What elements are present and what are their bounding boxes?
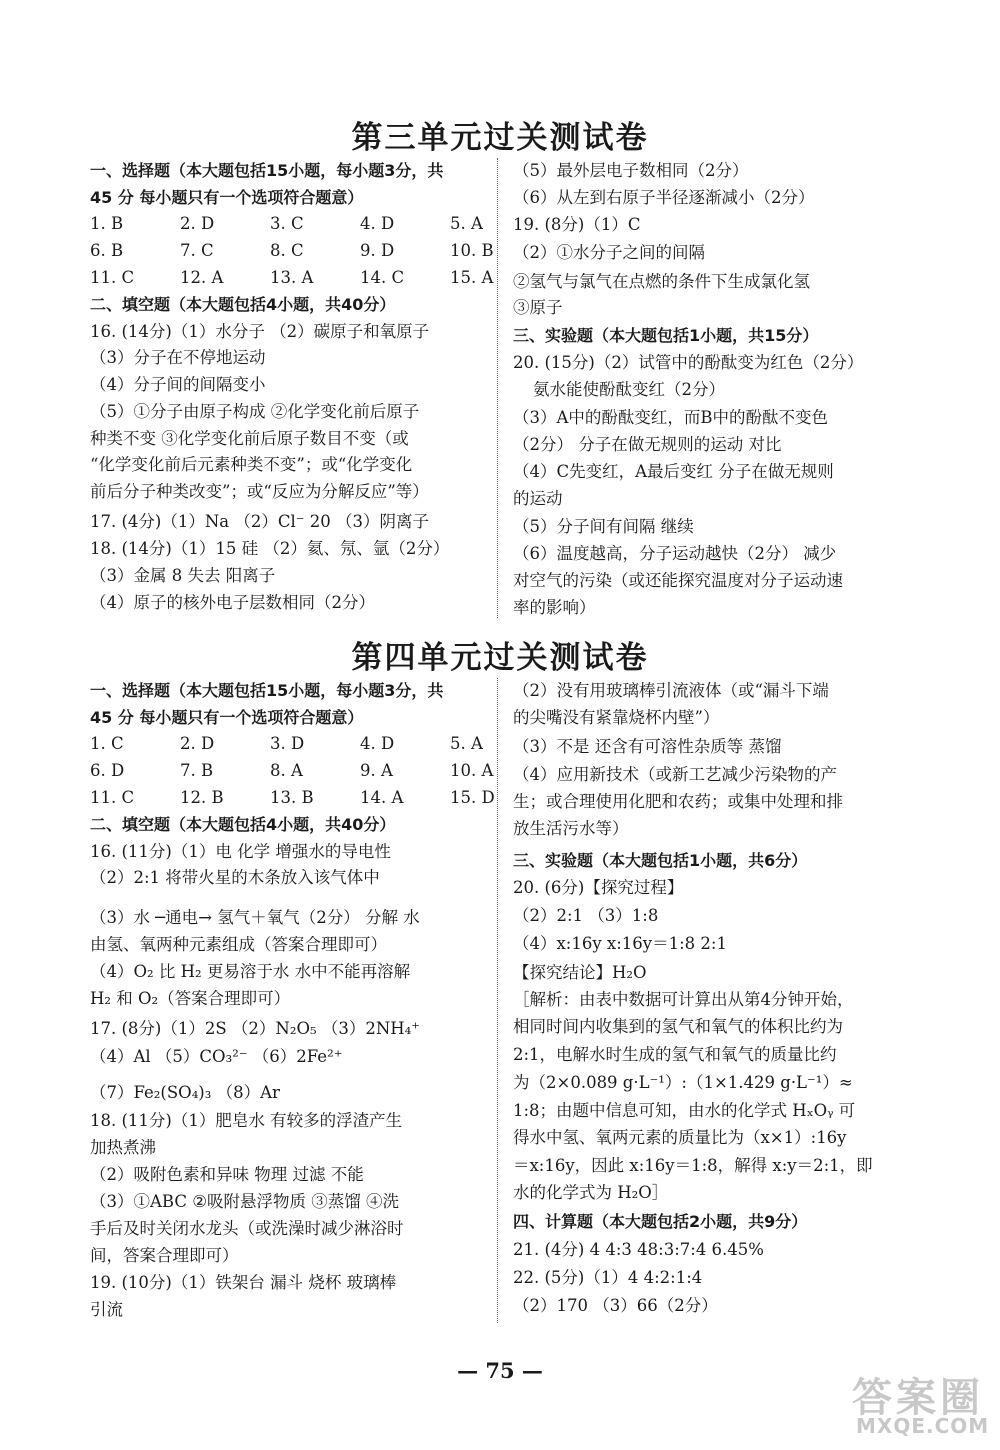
choice-answer: 2. D bbox=[180, 734, 215, 753]
unit3-section-choice: 一、选择题（本大题包括15小题，每小题3分，共 bbox=[90, 161, 444, 180]
unit3-answer-line: （4）C先变红，A最后变红 分子在做无规则 bbox=[513, 462, 834, 481]
unit3-choice-row bbox=[90, 238, 540, 264]
unit3-answer-line: （4）分子间的间隔变小 bbox=[90, 375, 266, 394]
choice-answer: 7. C bbox=[180, 241, 214, 260]
choice-answer: 5. A bbox=[450, 734, 483, 753]
unit3-answer-line: （6）温度越高，分子运动越快（2分） 减少 bbox=[513, 544, 837, 563]
unit4-answer-line: （4）应用新技术（或新工艺减少污染物的产 bbox=[513, 765, 837, 784]
unit4-answer-line: 1:8；由题中信息可知，由水的化学式 HₓOᵧ 可 bbox=[513, 1101, 856, 1120]
unit4-answer-line: 19. (10分)（1）铁架台 漏斗 烧杯 玻璃棒 bbox=[90, 1273, 397, 1292]
unit3-answer-line: 对空气的污染（或还能探究温度对分子运动速 bbox=[513, 571, 843, 590]
unit3-answer-line: （4）原子的核外电子层数相同（2分） bbox=[90, 593, 375, 612]
unit4-answer-line: 21. (4分) 4 4:3 48:3:7:4 6.45% bbox=[513, 1240, 764, 1259]
watermark-sub: MXQE.COM bbox=[856, 1414, 990, 1438]
choice-answer: 3. C bbox=[270, 214, 304, 233]
unit4-answer-line: 18. (11分)（1）肥皂水 有较多的浮渣产生 bbox=[90, 1111, 403, 1130]
choice-answer: 12. B bbox=[180, 788, 224, 807]
unit3-title: 第三单元过关测试卷 bbox=[351, 120, 649, 156]
unit3-answer-line: 17. (4分)（1）Na （2）Cl⁻ 20 （3）阴离子 bbox=[90, 512, 429, 531]
unit3-answer-line: （3）分子在不停地运动 bbox=[90, 348, 266, 367]
unit3-answer-line: （3）A中的酚酞变红，而B中的酚酞不变色 bbox=[513, 408, 829, 427]
choice-answer: 4. D bbox=[360, 214, 395, 233]
unit3-answer-line: 前后分子种类改变”；或“反应为分解反应”等） bbox=[90, 482, 429, 501]
choice-answer: 9. A bbox=[360, 761, 393, 780]
unit4-section-choice: 一、选择题（本大题包括15小题，每小题3分，共 bbox=[90, 681, 444, 700]
unit3-answer-line: （3）金属 8 失去 阳离子 bbox=[90, 566, 276, 585]
unit4-answer-line: 由氢、氧两种元素组成（答案合理即可） bbox=[90, 935, 387, 954]
choice-answer: 9. D bbox=[360, 241, 395, 260]
unit4-answer-line: （3）水 ─通电→ 氢气＋氧气（2分） 分解 水 bbox=[90, 908, 420, 927]
choice-answer: 10. B bbox=[450, 241, 494, 260]
choice-answer: 15. D bbox=[450, 788, 495, 807]
unit4-answer-line: 得水中氢、氧两元素的质量比为（x×1）:16y bbox=[513, 1128, 847, 1147]
unit3-choice-row bbox=[90, 265, 540, 291]
unit3-answer-line: （6）从左到右原子半径逐渐减小（2分） bbox=[513, 188, 815, 207]
choice-answer: 11. C bbox=[90, 268, 135, 287]
unit4-answer-line: 相同时间内收集到的氢气和氧气的体积比约为 bbox=[513, 1017, 843, 1036]
unit3-answer-line: （2）①水分子之间的间隔 bbox=[513, 243, 705, 262]
unit3-answer-line: （5）最外层电子数相同（2分） bbox=[513, 161, 749, 180]
unit4-answer-line: （2）2:1 将带火星的木条放入该气体中 bbox=[90, 868, 380, 887]
unit4-column-divider bbox=[497, 678, 498, 1323]
choice-answer: 1. C bbox=[90, 734, 124, 753]
choice-answer: 6. B bbox=[90, 241, 124, 260]
choice-answer: 13. A bbox=[270, 268, 314, 287]
choice-answer: 10. A bbox=[450, 761, 494, 780]
unit4-answer-line: （2）吸附色素和异味 物理 过滤 不能 bbox=[90, 1165, 364, 1184]
unit3-answer-line: （5）①分子由原子构成 ②化学变化前后原子 bbox=[90, 402, 420, 421]
unit4-answer-line: 为（2×0.089 g·L⁻¹）:（1×1.429 g·L⁻¹）≈ bbox=[513, 1073, 853, 1092]
unit4-answer-line: 22. (5分)（1）4 4:2:1:4 bbox=[513, 1268, 703, 1287]
unit3-answer-line: 16. (14分)（1）水分子 （2）碳原子和氧原子 bbox=[90, 322, 430, 341]
unit3-answer-line: 19. (8分)（1）C bbox=[513, 215, 641, 234]
choice-answer: 14. A bbox=[360, 788, 404, 807]
unit4-answer-line: （2）没有用玻璃棒引流液体（或“漏斗下端 bbox=[513, 681, 829, 700]
unit3-choice-row bbox=[90, 211, 540, 237]
unit4-answer-line: （3）不是 还含有可溶性杂质等 蒸馏 bbox=[513, 737, 782, 756]
unit4-answer-line: 16. (11分)（1）电 化学 增强水的导电性 bbox=[90, 842, 391, 861]
unit3-section-choice-note: 45 分 每小题只有一个选项符合题意） bbox=[90, 188, 364, 207]
unit3-answer-line: 氨水能使酚酞变红（2分） bbox=[533, 380, 725, 399]
unit4-answer-line: 【探究结论】H₂O bbox=[513, 963, 647, 982]
unit4-choice-row bbox=[90, 758, 540, 784]
unit4-answer-line: 17. (8分)（1）2S （2）N₂O₅ （3）2NH₄⁺ bbox=[90, 1019, 420, 1038]
choice-answer: 7. B bbox=[180, 761, 214, 780]
unit3-section-fill: 二、填空题（本大题包括4小题，共40分） bbox=[90, 295, 396, 314]
unit3-answer-line: 的运动 bbox=[513, 489, 563, 508]
unit4-choice-row bbox=[90, 785, 540, 811]
unit4-answer-line: 的尖嘴没有紧靠烧杯内壁”） bbox=[513, 708, 720, 727]
unit3-section-experiment: 三、实验题（本大题包括1小题，共15分） bbox=[513, 326, 819, 345]
unit4-answer-line: 水的化学式为 H₂O］ bbox=[513, 1183, 669, 1202]
unit4-answer-line: 手后及时关闭水龙头（或洗澡时减少淋浴时 bbox=[90, 1219, 404, 1238]
unit4-answer-line: ［解析：由表中数据可计算出从第4分钟开始， bbox=[513, 990, 854, 1009]
unit3-answer-line: 种类不变 ③化学变化前后原子数目不变（或 bbox=[90, 429, 409, 448]
unit4-answer-line: 2:1，电解水时生成的氢气和氧气的质量比约 bbox=[513, 1045, 837, 1064]
choice-answer: 14. C bbox=[360, 268, 405, 287]
unit4-section-fill: 二、填空题（本大题包括4小题，共40分） bbox=[90, 815, 396, 834]
choice-answer: 6. D bbox=[90, 761, 125, 780]
choice-answer: 3. D bbox=[270, 734, 305, 753]
unit3-answer-line: （5）分子间有间隔 继续 bbox=[513, 517, 694, 536]
unit4-answer-line: 加热煮沸 bbox=[90, 1138, 156, 1157]
unit4-answer-line: （2）2:1 （3）1:8 bbox=[513, 906, 659, 925]
unit3-answer-line: 率的影响） bbox=[513, 598, 596, 617]
choice-answer: 1. B bbox=[90, 214, 124, 233]
watermark-main: 答案圈 bbox=[852, 1375, 984, 1421]
unit3-answer-line: “化学变化前后元素种类不变”；或“化学变化 bbox=[90, 455, 413, 474]
unit3-answer-line: 20. (15分)（2）试管中的酚酞变为红色（2分） bbox=[513, 353, 864, 372]
unit4-section-choice-note: 45 分 每小题只有一个选项符合题意） bbox=[90, 708, 364, 727]
unit4-answer-line: （4）x:16y x:16y＝1:8 2:1 bbox=[513, 934, 727, 953]
unit4-answer-line: 引流 bbox=[90, 1300, 123, 1319]
unit4-answer-line: H₂ 和 O₂（答案合理即可） bbox=[90, 989, 291, 1008]
unit4-answer-line: 20. (6分)【探究过程】 bbox=[513, 878, 684, 897]
unit4-section-calc: 四、计算题（本大题包括2小题，共9分） bbox=[513, 1212, 808, 1231]
choice-answer: 13. B bbox=[270, 788, 314, 807]
unit4-choice-row bbox=[90, 731, 540, 757]
unit4-answer-line: 生；或合理使用化肥和农药；或集中处理和排 bbox=[513, 792, 843, 811]
choice-answer: 8. C bbox=[270, 241, 304, 260]
unit3-answer-line: ②氢气与氯气在点燃的条件下生成氯化氢 bbox=[513, 272, 810, 291]
unit4-answer-line: （4）O₂ 比 H₂ 更易溶于水 水中不能再溶解 bbox=[90, 962, 411, 981]
unit4-title: 第四单元过关测试卷 bbox=[351, 640, 649, 676]
choice-answer: 12. A bbox=[180, 268, 224, 287]
choice-answer: 8. A bbox=[270, 761, 303, 780]
unit3-answer-line: ③原子 bbox=[513, 298, 563, 317]
unit3-column-divider bbox=[497, 158, 498, 618]
watermark-logo bbox=[848, 1366, 988, 1444]
choice-answer: 11. C bbox=[90, 788, 135, 807]
unit4-answer-line: 间，答案合理即可） bbox=[90, 1246, 239, 1265]
unit3-answer-line: （2分） 分子在做无规则的运动 对比 bbox=[513, 435, 782, 454]
unit4-answer-line: （3）①ABC ②吸附悬浮物质 ③蒸馏 ④洗 bbox=[90, 1192, 399, 1211]
choice-answer: 4. D bbox=[360, 734, 395, 753]
choice-answer: 15. A bbox=[450, 268, 494, 287]
unit3-answer-line: 18. (14分)（1）15 硅 （2）氦、氖、氩（2分） bbox=[90, 539, 450, 558]
unit4-section-experiment: 三、实验题（本大题包括1小题，共6分） bbox=[513, 851, 808, 870]
choice-answer: 5. A bbox=[450, 214, 483, 233]
page-number: — 75 — bbox=[457, 1358, 543, 1383]
unit4-answer-line: （2）170 （3）66（2分） bbox=[513, 1296, 718, 1315]
unit4-answer-line: 放生活污水等） bbox=[513, 819, 629, 838]
unit4-answer-line: （4）Al （5）CO₃²⁻ （6）2Fe²⁺ bbox=[90, 1047, 343, 1066]
unit4-answer-line: ＝x:16y，因此 x:16y＝1:8，解得 x:y＝2:1，即 bbox=[513, 1156, 873, 1175]
choice-answer: 2. D bbox=[180, 214, 215, 233]
unit4-answer-line: （7）Fe₂(SO₄)₃ （8）Ar bbox=[90, 1083, 280, 1102]
